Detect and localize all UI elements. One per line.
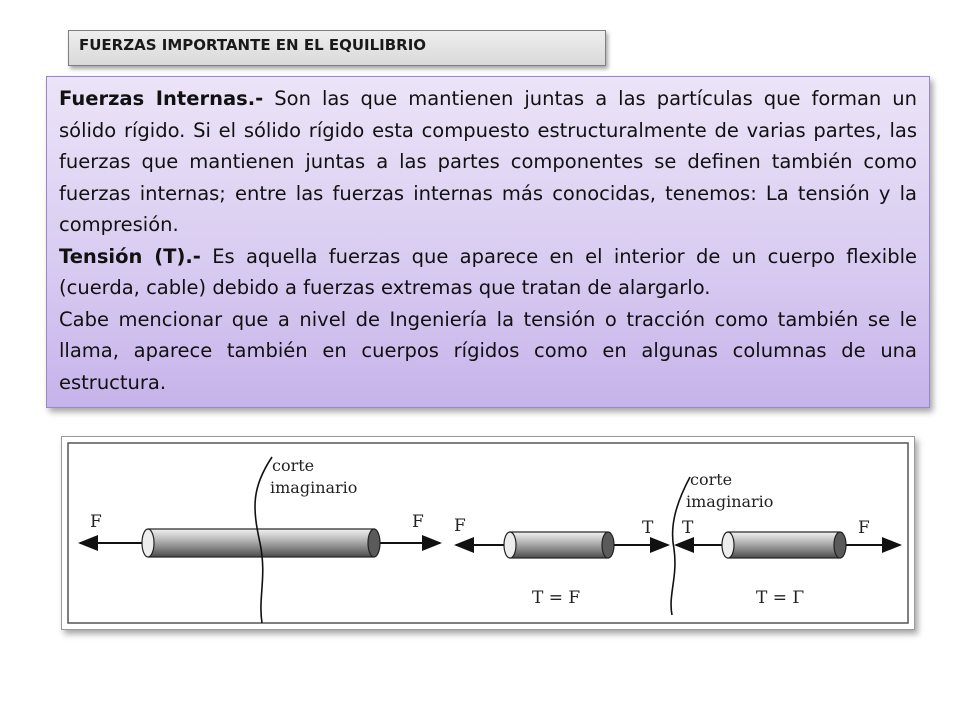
cut-label-left-2: imaginario (270, 478, 358, 497)
split-bar-group (454, 470, 900, 615)
paragraph-internal-forces (59, 83, 917, 241)
piece-left-body (510, 532, 608, 558)
paragraph-engineering-note (59, 304, 917, 399)
bar-end-left (142, 529, 154, 557)
force-label-left: F (90, 512, 102, 532)
cut-label-right-2: imaginario (686, 492, 774, 511)
equation-left: T = F (532, 588, 581, 608)
equation-right: T = Γ (756, 588, 805, 608)
paragraph-tension (59, 241, 917, 304)
tension-diagram-figure (61, 436, 915, 630)
whole-bar-group (80, 456, 440, 623)
text-tension: Es aquella fuerzas que aparece en el interior de un cuerpo flexible (cuerda, cable) debido a fuerzas extremas que tratan de alargarlo. (59, 244, 917, 299)
slide-title: FUERZAS IMPORTANTE EN EL EQUILIBRIO (79, 36, 427, 54)
piece-left-end-b (602, 532, 614, 558)
cut-label-left-1: corte (272, 456, 315, 475)
piece-right-body (728, 532, 840, 558)
text-engineering-note: Cabe mencionar que a nivel de Ingeniería la tensión o tracción como también se le llama, aparece también en cuerpos rígidos como en algunas columnas de una estructura. (59, 307, 917, 394)
bar-end-right (368, 529, 380, 557)
piece-left-end-a (504, 532, 516, 558)
tension-label-right: T (682, 518, 694, 538)
force-label-split-right: F (858, 518, 870, 538)
slide-title-box (68, 30, 606, 66)
heading-internal-forces: Fuerzas Internas.- (59, 87, 264, 110)
content-text-box (46, 76, 930, 408)
text-internal-forces: Son las que mantienen juntas a las partículas que forman un sólido rígido. Si el sólido rígido esta compuesto estructuralmente de varias partes, las fuerzas que mantienen juntas a las partes componentes se definen también como fuerzas internas; entre las fuerzas internas más conocidas, tenemos: La tensión y la compresión. (59, 87, 917, 236)
piece-right-end-b (834, 532, 846, 558)
force-label-right: F (412, 512, 424, 532)
tension-label-left: T (642, 518, 654, 538)
cut-label-right-1: corte (690, 470, 733, 489)
tension-diagram (62, 437, 914, 629)
piece-right-end-a (722, 532, 734, 558)
heading-tension: Tensión (T).- (59, 244, 201, 268)
force-label-split-left: F (454, 516, 466, 536)
